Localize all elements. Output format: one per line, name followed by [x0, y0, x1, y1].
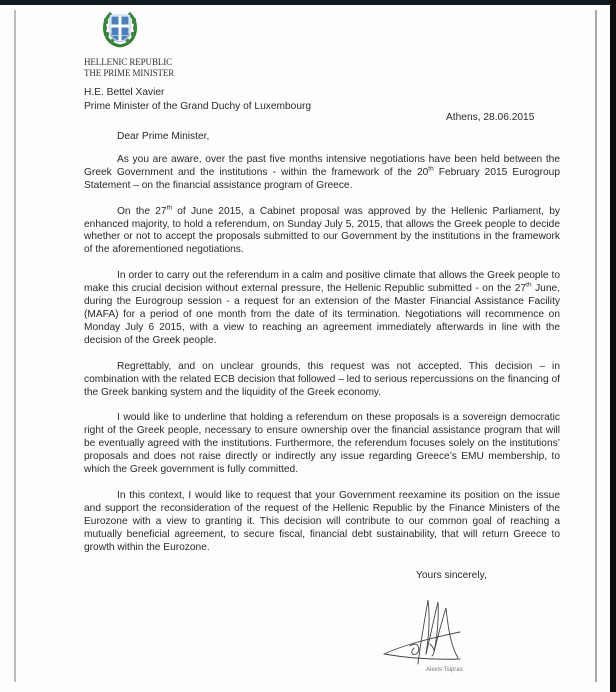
letter-body [84, 131, 560, 567]
paragraph-text: June, during the Eurogroup session - a request for an extension of the Master Financial Assistance Facility (MAFA) for a period of one month from the date of its termination. Negotiations will recommence on Monday July 6 2015, with a view to reaching an agreement immediately afterwards in line with the decision of the Greek people. [84, 283, 560, 346]
paragraph-text: I would like to underline that holding a referendum on these proposals is a sovereign democratic right of the Greek people, necessary to ensure ownership over the financial assistance program that will be eventually agreed with the institutions. Furthermore, the referendum focuses solely on the institutions’ proposals and does not raise directly or indirectly any issue regarding Greece’s EMU membership, to which the Greek government is fully committed. [84, 412, 560, 476]
salutation: Dear Prime Minister, [117, 131, 210, 142]
paragraph [84, 361, 560, 400]
ordinal-suffix: th [526, 281, 532, 289]
paragraph-text: February 2015 Eurogroup Statement – on the financial assistance program of Greece. [84, 166, 560, 191]
paragraph [84, 206, 560, 258]
paragraph-text: of June 2015, a Cabinet proposal was approved by the Hellenic Parliament, by enhanced majority, to hold a referendum, on Sunday July 5, 2015, that allows the Greek people to decide whether or not to accept the proposals submitted to our Government by the institutions in the framework of the aforementioned negotiations. [84, 205, 561, 256]
page-border-right [595, 10, 597, 682]
right-dark-band [610, 0, 616, 692]
ordinal-suffix: th [166, 204, 172, 212]
place-date: Athens, 28.06.2015 [446, 112, 535, 123]
page-border-left [14, 10, 16, 682]
recipient-name: H.E. Bettel Xavier [84, 87, 165, 98]
paragraph-text: In this context, I would like to request that your Government reexamine its position on the issue and support the reconsideration of the request of the Hellenic Republic by the Finance Ministers of the Eurozone with a view to granting it. This decision will contribute to our common goal of reaching a mutually beneficial agreement, to secure fiscal, financial debt sustainability, that will return Greece to growth within the Eurozone. [84, 489, 560, 553]
closing: Yours sincerely, [416, 570, 487, 581]
paragraph-text: In order to carry out the referendum in a calm and positive climate that allows the Greek people to make this crucial decision without external pressure, the Hellenic Republic submitted - on the 27 [84, 270, 560, 295]
recipient-title: Prime Minister of the Grand Duchy of Luxembourg [84, 101, 312, 112]
letterhead-org [84, 57, 174, 79]
greek-coat-of-arms-icon [101, 9, 139, 49]
paragraph-text: As you are aware, over the past five months intensive negotiations have been held between the Greek Government and the institutions - within the framework of the 20 [84, 153, 560, 178]
org-line-2: THE PRIME MINISTER [84, 68, 175, 78]
paragraph [84, 154, 560, 193]
top-dark-band [0, 0, 616, 5]
ordinal-suffix: th [428, 165, 434, 173]
org-line-1: HELLENIC REPUBLIC [84, 57, 173, 67]
paragraph [84, 490, 560, 555]
handwritten-signature-icon [382, 596, 462, 666]
paragraph-text: On the 27 [117, 205, 167, 217]
paragraph [84, 270, 560, 347]
recipient-block [84, 86, 311, 114]
paragraph [84, 412, 560, 477]
signer-name: Alexis Tsipras [426, 667, 463, 673]
paragraph-text: Regrettably, and on unclear grounds, this request was not accepted. This decision – in combination with the related ECB decision that followed – led to serious repercussions on the financing of the Greek banking system and the liquidity of the Greek economy. [84, 360, 560, 398]
